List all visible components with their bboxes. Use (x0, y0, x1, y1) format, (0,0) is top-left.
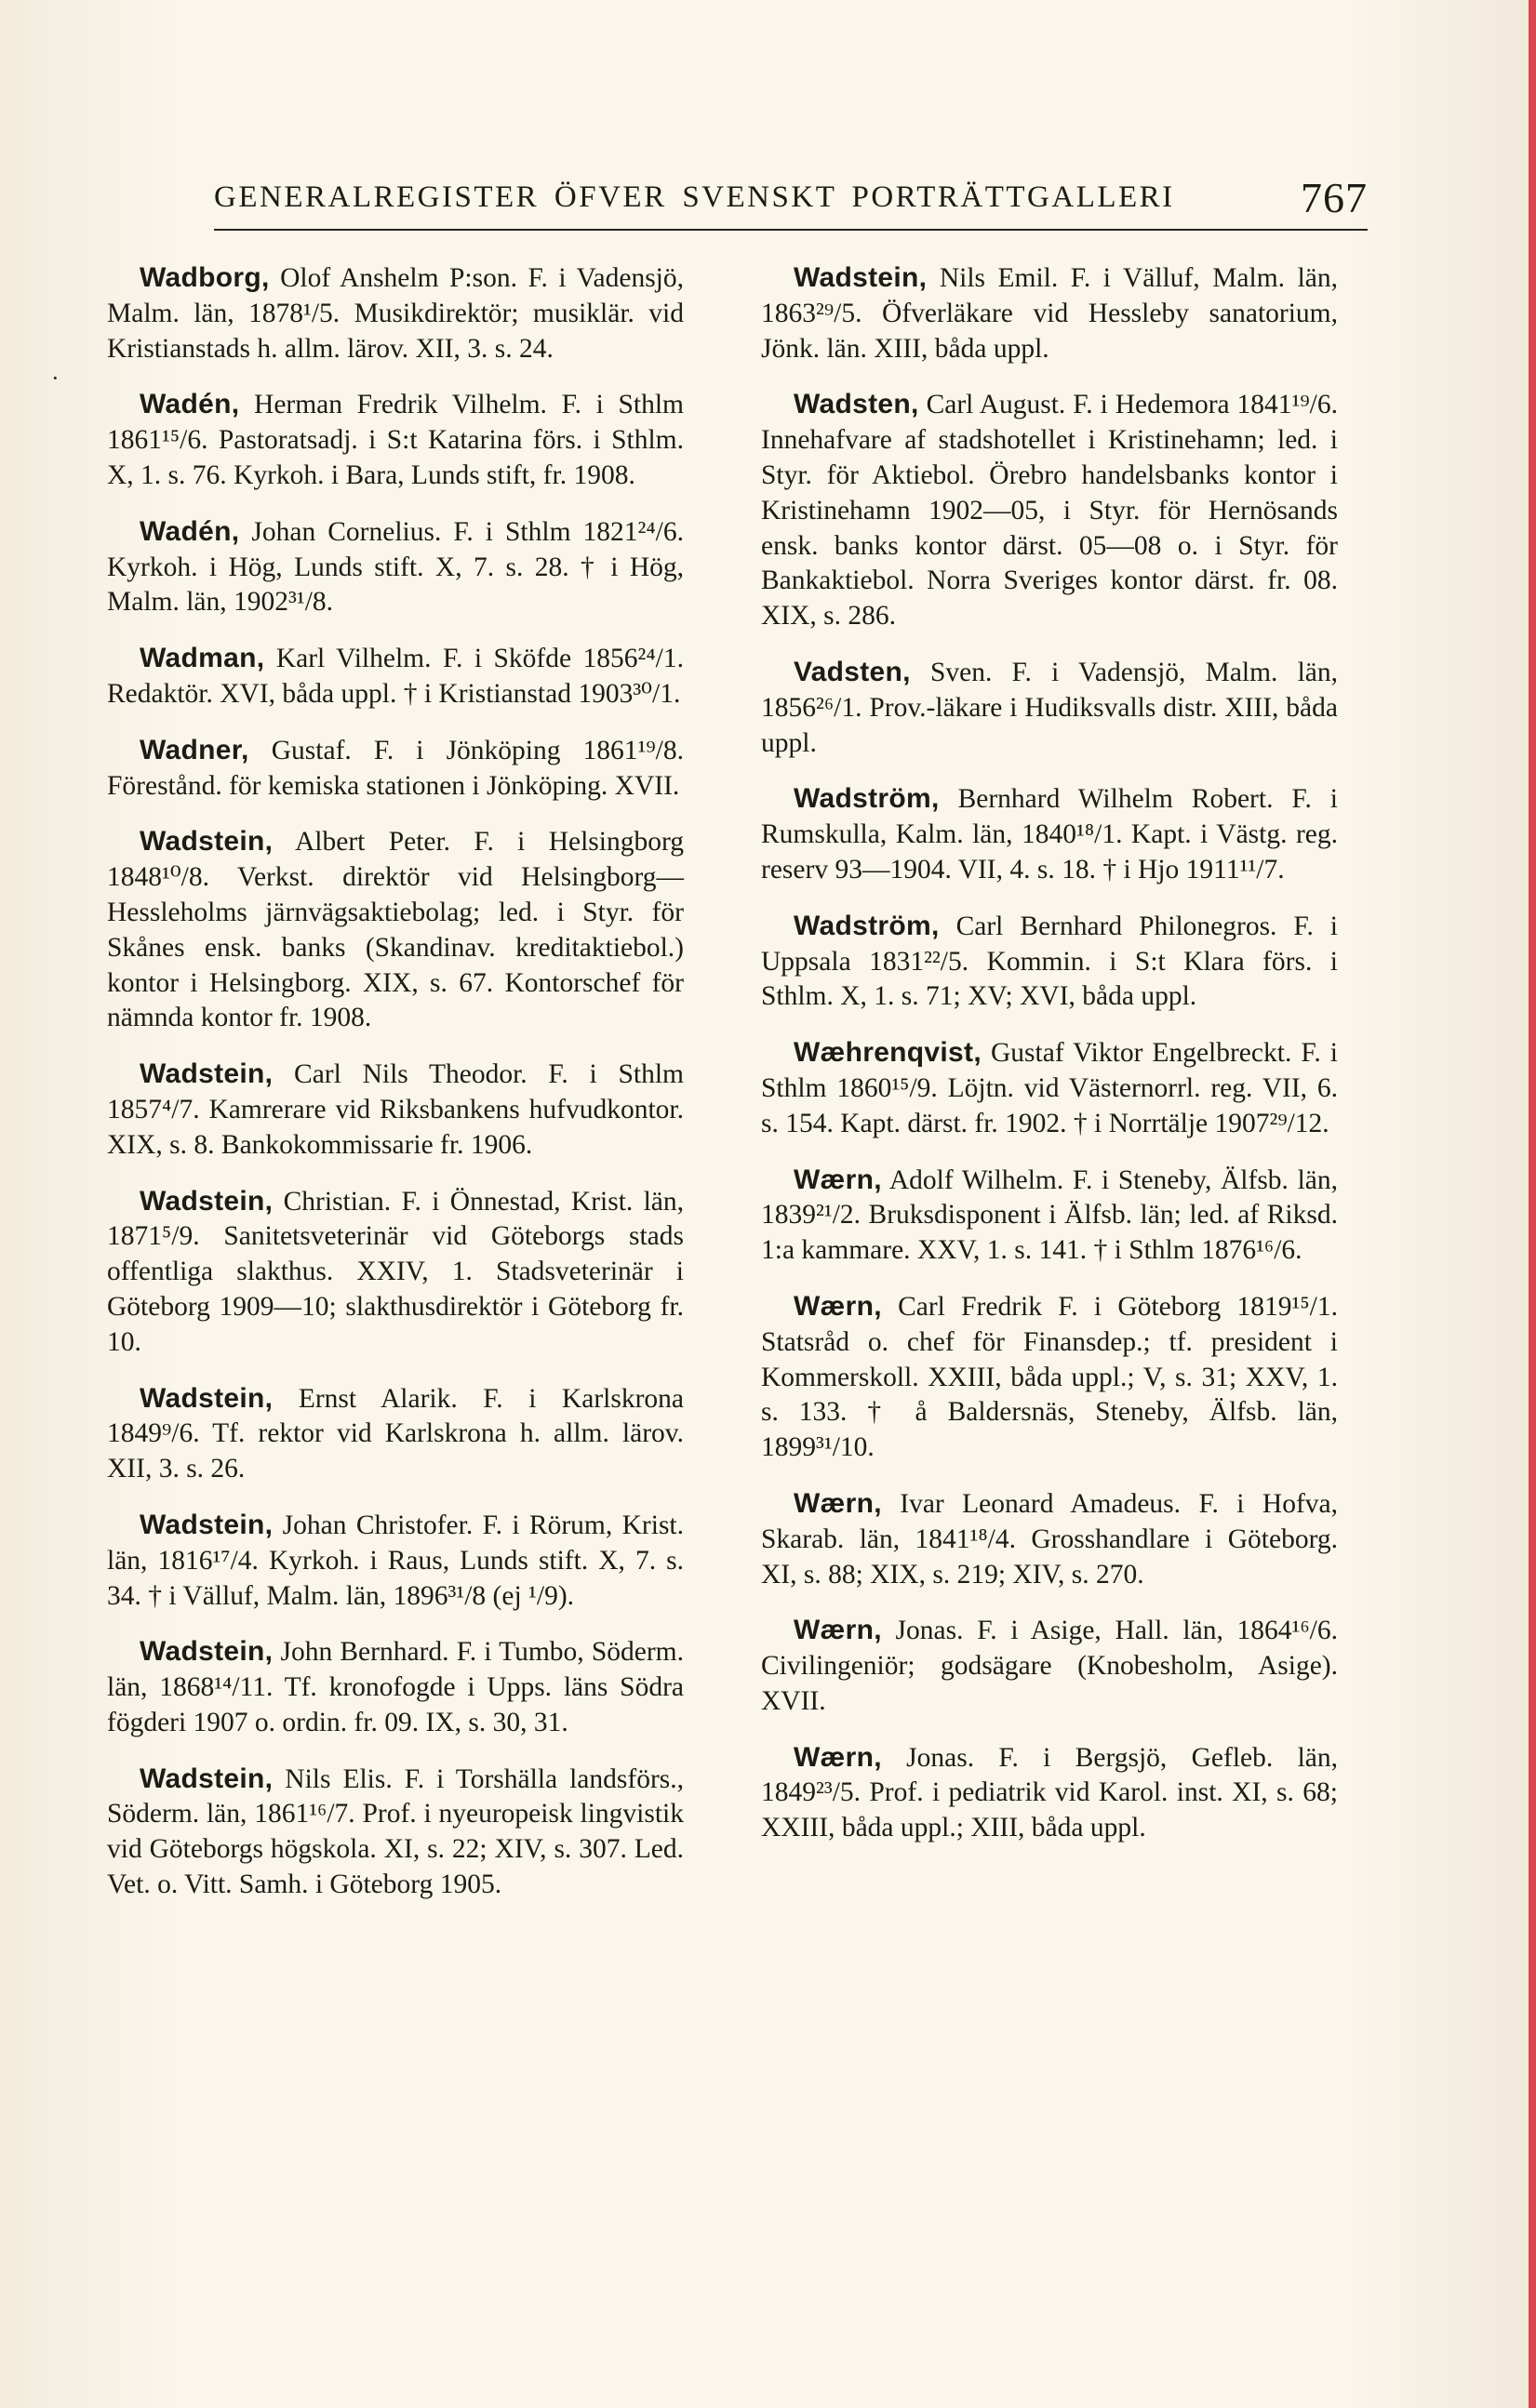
entry-name: Wadman, (140, 643, 265, 674)
register-entry (107, 641, 684, 712)
running-head (214, 173, 1368, 231)
entry-name: Wadborg, (140, 262, 270, 293)
entry-text: Ernst Alarik. F. i Karlskrona 1849⁹/6. Tf. rektor vid Karlskrona h. allm. lärov. XII, 3. s. 26. (107, 1383, 684, 1484)
entry-name: Wadstein, (140, 1636, 274, 1668)
entry-name: Wærn, (794, 1487, 882, 1519)
entry-name: Wadstein, (140, 1185, 274, 1217)
register-entry (761, 260, 1338, 366)
register-entry (761, 1289, 1338, 1466)
entry-text: Gustaf Viktor Engelbreckt. F. i Sthlm 1860¹⁵/9. Löjtn. vid Västernorrl. reg. VII, 6. s. 154. Kapt. därst. fr. 1902. † i Norrtälje 1907²⁹/12. (761, 1038, 1338, 1138)
register-entry (107, 1184, 684, 1361)
entry-name: Wadstein, (140, 1058, 274, 1090)
entry-name: Wærn, (794, 1615, 882, 1646)
register-entry (107, 260, 684, 366)
right-column (761, 260, 1338, 1867)
entry-text: John Bernhard. F. i Tumbo, Söderm. län, 1868¹⁴/11. Tf. kronofogde i Upps. läns Södra fögderi 1907 o. ordin. fr. 09. IX, s. 30, 31. (107, 1637, 685, 1737)
register-entry (761, 1613, 1338, 1719)
entry-text: Olof Anshelm P:son. F. i Vadensjö, Malm. län, 1878¹/5. Musikdirektör; musiklär. vid Kristianstads h. allm. lärov. XII, 3. s. 24. (107, 263, 685, 364)
register-entry (761, 1740, 1338, 1846)
entry-name: Wadstein, (140, 1763, 274, 1794)
entry-text: Bernhard Wilhelm Robert. F. i Rumskulla, Kalm. län, 1840¹⁸/1. Kapt. i Västg. reg. reserv 93—1904. VII, 4. s. 18. † i Hjo 1911¹¹/7. (761, 784, 1338, 885)
register-entry (761, 655, 1338, 761)
register-entry (107, 514, 684, 620)
entry-text: Sven. F. i Vadensjö, Malm. län, 1856²⁶/1. Prov.-läkare i Hudiksvalls distr. XIII, båda uppl. (761, 657, 1338, 758)
entry-name: Wadström, (794, 910, 940, 941)
entry-name: Vadsten, (794, 656, 911, 687)
entry-name: Wærn, (794, 1290, 882, 1322)
entry-name: Wærn, (794, 1741, 882, 1773)
entry-text: Karl Vilhelm. F. i Sköfde 1856²⁴/1. Redaktör. XVI, båda uppl. † i Kristianstad 1903³⁰/1. (107, 644, 685, 709)
entry-name: Wadén, (140, 389, 240, 420)
entry-text: Adolf Wilhelm. F. i Steneby, Älfsb. län, 1839²¹/2. Bruksdisponent i Älfsb. län; led. af Riksd. 1:a kammare. XXV, 1. s. 141. † i Sthlm 1876¹⁶/6. (761, 1164, 1339, 1266)
register-entry (107, 387, 684, 493)
entry-text: Jonas. F. i Asige, Hall. län, 1864¹⁶/6. Civilingeniör; godsägare (Knobesholm, Asige). XVII. (761, 1616, 1338, 1716)
page-number: 767 (1301, 174, 1368, 221)
entry-text: Albert Peter. F. i Helsingborg 1848¹⁰/8. Verkst. direktör vid Helsingborg—Hessleholms järnvägsaktiebolag; led. i Styr. för Skånes ensk. banks (Skandinav. kreditaktiebol.) kontor i Helsingborg. XIX, s. 67. Kontorschef för nämnda kontor fr. 1908. (107, 827, 684, 1033)
entry-text: Jonas. F. i Bergsjö, Gefleb. län, 1849²³/5. Prof. i pediatrik vid Karol. inst. XI, s. 68; XXIII, båda uppl.; XIII, båda uppl. (761, 1742, 1338, 1843)
register-entry (107, 824, 684, 1036)
header-title: GENERALREGISTER ÖFVER SVENSKT PORTRÄTTGALLERI (214, 180, 1175, 214)
register-entry (761, 909, 1338, 1015)
entry-name: Wadsten, (794, 389, 919, 420)
entry-name: Wadstein, (140, 826, 274, 858)
entry-text: Carl August. F. i Hedemora 1841¹⁹/6. Innehafvare af stadshotellet i Kristinehamn; led. i Styr. för Aktiebol. Örebro handelsbanks kontor i Kristinehamn 1902—05, i Styr. för Hernösands ensk. banks kontor därst. 05—08 o. i Styr. för Bankaktiebol. Norra Sveriges kontor därst. fr. 08. XIX, s. 286. (761, 390, 1339, 632)
entry-text: Nils Elis. F. i Torshälla landsförs., Söderm. län, 1861¹⁶/7. Prof. i nyeuropeisk lingvistik vid Göteborgs högskola. XI, s. 22; XIV, s. 307. Led. Vet. o. Vitt. Samh. i Göteborg 1905. (107, 1763, 684, 1900)
entry-name: Wadstein, (140, 1382, 274, 1414)
register-entry (761, 781, 1338, 887)
entry-text: Carl Fredrik F. i Göteborg 1819¹⁵/1. Statsråd o. chef för Finansdep.; tf. president i Kommerskoll. XXIII, båda uppl.; V, s. 31; XXV, 1. s. 133. † å Baldersnäs, Steneby, Älfsb. län, 1899³¹/10. (761, 1291, 1338, 1463)
entry-text: Herman Fredrik Vilhelm. F. i Sthlm 1861¹⁵/6. Pastoratsadj. i S:t Katarina förs. i Sthlm. X, 1. s. 76. Kyrkoh. i Bara, Lunds stift, fr. 1908. (107, 390, 684, 490)
entry-text: Christian. F. i Önnestad, Krist. län, 1871⁵/9. Sanitetsveterinär vid Göteborgs stads offentliga slakthus. XXIV, 1. Stadsveterinär i Göteborg 1909—10; slakthusdirektör i Göteborg fr. 10. (107, 1186, 685, 1357)
margin-dot: · (51, 365, 60, 392)
register-entry (107, 1381, 684, 1487)
register-entry (761, 1035, 1338, 1141)
entry-text: Johan Cornelius. F. i Sthlm 1821²⁴/6. Kyrkoh. i Hög, Lunds stift. X, 7. s. 28. † i Hög, Malm. län, 1902³¹/8. (107, 516, 684, 618)
register-entry (107, 1057, 684, 1163)
entry-name: Wærn, (794, 1164, 882, 1195)
left-column (107, 260, 684, 1923)
entry-text: Carl Nils Theodor. F. i Sthlm 1857⁴/7. Kamrerare vid Riksbankens hufvudkontor. XIX, s. 8. Bankokommissarie fr. 1906. (107, 1059, 684, 1160)
register-entry (761, 387, 1338, 634)
register-entry (761, 1486, 1338, 1592)
register-entry (761, 1163, 1338, 1269)
entry-name: Wadström, (794, 783, 940, 815)
register-entry (107, 1762, 684, 1903)
register-entry (107, 1508, 684, 1614)
entry-text: Johan Christofer. F. i Rörum, Krist. län, 1816¹⁷/4. Kyrkoh. i Raus, Lunds stift. X, 7. s. 34. † i Välluf, Malm. län, 1896³¹/8 (ej ¹/9). (107, 1510, 685, 1611)
entry-name: Wadstein, (794, 262, 928, 293)
entry-text: Gustaf. F. i Jönköping 1861¹⁹/8. Förestånd. för kemiska stationen i Jönköping. XVII. (107, 735, 685, 801)
register-entry (107, 733, 684, 805)
entry-name: Wadén, (140, 515, 240, 547)
entry-text: Ivar Leonard Amadeus. F. i Hofva, Skarab. län, 1841¹⁸/4. Grosshandlare i Göteborg. XI, s. 88; XIX, s. 219; XIV, s. 270. (761, 1488, 1338, 1590)
register-entry (107, 1634, 684, 1740)
entry-name: Wæhrenqvist, (794, 1037, 982, 1069)
entry-name: Wadner, (140, 734, 249, 765)
entry-text: Nils Emil. F. i Välluf, Malm. län, 1863²⁹/5. Öfverläkare vid Hessleby sanatorium, Jönk. län. XIII, båda uppl. (761, 263, 1338, 364)
entry-text: Carl Bernhard Philonegros. F. i Uppsala 1831²²/5. Kommin. i S:t Klara förs. i Sthlm. X, 1. s. 71; XV; XVI, båda uppl. (761, 911, 1338, 1012)
entry-name: Wadstein, (140, 1509, 274, 1540)
